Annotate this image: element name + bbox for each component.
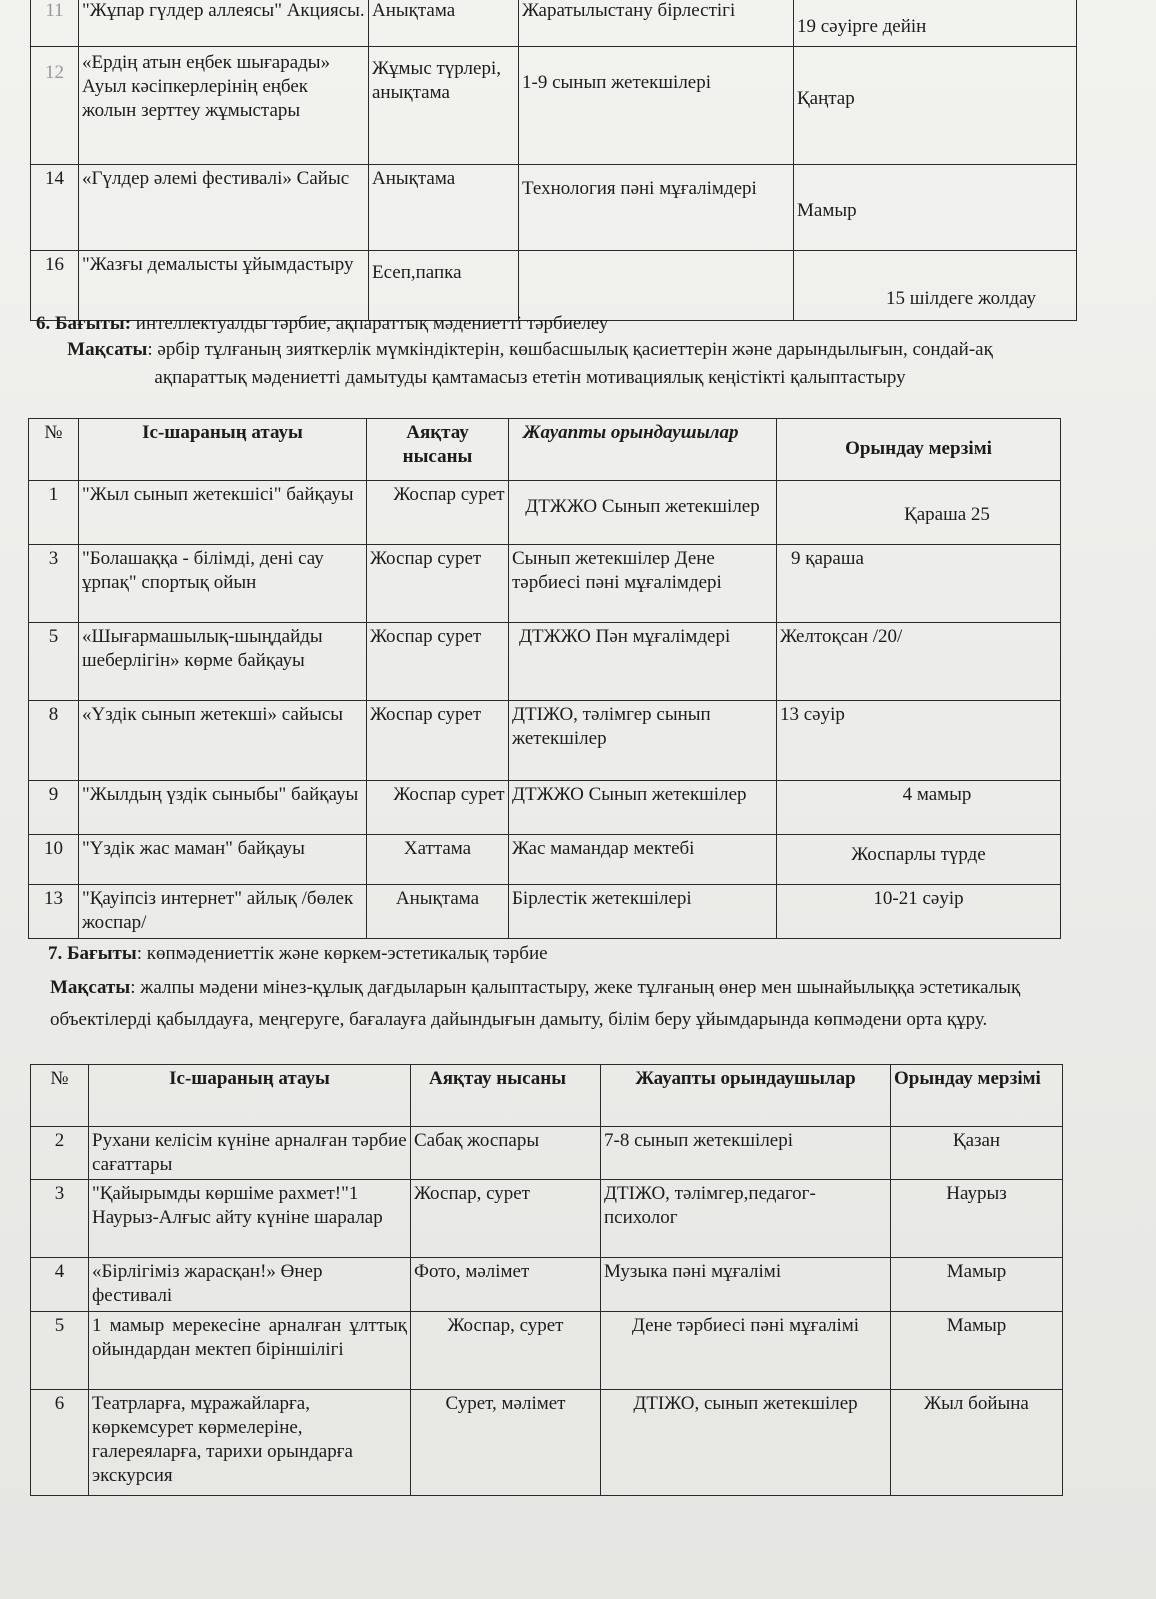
row-number: 8 [29, 701, 79, 781]
deadline: Желтоқсан /20/ [777, 623, 1061, 701]
header-responsible: Жауапты орындаушылар [509, 419, 777, 481]
deadline: 15 шілдеге жолдау [794, 251, 1077, 321]
header-number: № [29, 419, 79, 481]
responsible: Жас мамандар мектебі [509, 835, 777, 885]
section6-goal-label: Мақсаты [67, 339, 148, 360]
row-number: 3 [31, 1180, 89, 1258]
completion-form: Фото, мәлімет [411, 1258, 601, 1312]
row-number: 12 [31, 47, 79, 165]
completion-form: Жоспар сурет [367, 623, 509, 701]
event-name: «Үздік сынып жетекші» сайысы [79, 701, 367, 781]
table-row [29, 835, 1061, 885]
table-header-row [31, 1065, 1063, 1127]
event-name: "Үздік жас маман" байқауы [79, 835, 367, 885]
table-row [29, 885, 1061, 939]
completion-form: Хаттама [367, 835, 509, 885]
completion-form: Жоспар сурет [367, 545, 509, 623]
row-number: 4 [31, 1258, 89, 1312]
section7-goal-label: Мақсаты [50, 977, 131, 998]
row-number: 10 [29, 835, 79, 885]
responsible: 7-8 сынып жетекшілері [601, 1127, 891, 1180]
event-name: "Жұпар гүлдер аллеясы" Акциясы. [79, 0, 369, 47]
section6-heading-text: интеллектуалды тәрбие, ақпараттық мәдениетті тәрбиелеу [131, 313, 609, 334]
header-name: Іс-шараның атауы [89, 1065, 411, 1127]
deadline: Мамыр [891, 1312, 1063, 1390]
event-name: "Болашаққа - білімді, дені сау ұрпақ" спортық ойын [79, 545, 367, 623]
table-row [29, 701, 1061, 781]
event-name: «Шығармашылық-шыңдайды шеберлігін» көрме байқауы [79, 623, 367, 701]
table-row [29, 545, 1061, 623]
completion-form: Сурет, мәлімет [411, 1390, 601, 1496]
completion-form: Жұмыс түрлері, анықтама [369, 47, 519, 165]
section7-heading-label: 7. Бағыты [48, 943, 137, 964]
header-deadline: Орындау мерзімі [891, 1065, 1063, 1127]
header-deadline: Орындау мерзімі [777, 419, 1061, 481]
deadline: 9 қараша [777, 545, 1061, 623]
completion-form: Жоспар, сурет [411, 1180, 601, 1258]
row-number: 2 [31, 1127, 89, 1180]
row-number: 9 [29, 781, 79, 835]
deadline: 4 мамыр [777, 781, 1061, 835]
responsible: Сынып жетекшілер Дене тәрбиесі пәні мұғалімдері [509, 545, 777, 623]
row-number: 5 [29, 623, 79, 701]
section6-heading [36, 312, 1076, 336]
section7-goal [50, 972, 1050, 1036]
table-row [31, 1390, 1063, 1496]
completion-form: Анықтама [369, 165, 519, 251]
section7-goal-text: : жалпы мәдени мінез-құлық дағдыларын қалыптастыру, жеке тұлғаның өнер мен шынайылыққа эстетикалық объектілерді қабылдауға, меңгеруге, бағалауға дайындығын дамыту, білім беру ұйымдарында көпмәдени орта құру. [50, 977, 1021, 1030]
deadline: Қараша 25 [777, 481, 1061, 545]
header-name: Іс-шараның атауы [79, 419, 367, 481]
header-responsible: Жауапты орындаушылар [601, 1065, 891, 1127]
table-row [29, 481, 1061, 545]
row-number: 14 [31, 165, 79, 251]
responsible: ДТІЖО, тәлімгер,педагог-психолог [601, 1180, 891, 1258]
section7-heading [48, 942, 1058, 966]
table-row [31, 1258, 1063, 1312]
deadline: Жыл бойына [891, 1390, 1063, 1496]
completion-form: Жоспар сурет [367, 781, 509, 835]
table-row [31, 0, 1077, 47]
responsible: ДТІЖО, тәлімгер сынып жетекшілер [509, 701, 777, 781]
responsible: Бірлестік жетекшілері [509, 885, 777, 939]
completion-form: Анықтама [369, 0, 519, 47]
responsible: ДТЖЖО Пән мұғалімдері [509, 623, 777, 701]
table-row [29, 623, 1061, 701]
deadline: Мамыр [891, 1258, 1063, 1312]
completion-form: Жоспар сурет [367, 481, 509, 545]
table-section7 [30, 1064, 1063, 1496]
event-name: 1 мамыр мерекесіне арналған ұлттық ойындардан мектеп біріншілігі [89, 1312, 411, 1390]
table-row [29, 781, 1061, 835]
table-section5-tail [30, 0, 1077, 321]
deadline: 19 сәуірге дейін [794, 0, 1077, 47]
table-row [31, 1180, 1063, 1258]
table-section6 [28, 418, 1061, 939]
completion-form: Жоспар, сурет [411, 1312, 601, 1390]
header-form: Аяқтау нысаны [411, 1065, 601, 1127]
section6-heading-label: 6. Бағыты: [36, 313, 132, 334]
completion-form: Есеп,папка [369, 251, 519, 321]
deadline: Наурыз [891, 1180, 1063, 1258]
deadline: 10-21 сәуір [777, 885, 1061, 939]
header-number: № [31, 1065, 89, 1127]
row-number: 11 [31, 0, 79, 47]
table-row [31, 47, 1077, 165]
event-name: "Жыл сынып жетекшісі" байқауы [79, 481, 367, 545]
row-number: 5 [31, 1312, 89, 1390]
event-name: "Жазғы демалысты ұйымдастыру [79, 251, 369, 321]
event-name: "Жылдың үздік сыныбы" байқауы [79, 781, 367, 835]
row-number: 1 [29, 481, 79, 545]
table-row [31, 165, 1077, 251]
responsible: ДТЖЖО Сынып жетекшілер [509, 481, 777, 545]
responsible: Технология пәні мұғалімдері [519, 165, 794, 251]
event-name: Рухани келісім күніне арналған тәрбие сағаттары [89, 1127, 411, 1180]
responsible: ДТІЖО, сынып жетекшілер [601, 1390, 891, 1496]
event-name: «Бірлігіміз жарасқан!» Өнер фестивалі [89, 1258, 411, 1312]
event-name: "Қауіпсіз интернет" айлық /бөлек жоспар/ [79, 885, 367, 939]
completion-form: Анықтама [367, 885, 509, 939]
event-name: «Гүлдер әлемі фестивалі» Сайыс [79, 165, 369, 251]
table-header-row [29, 419, 1061, 481]
table-row [31, 251, 1077, 321]
table-row [31, 1312, 1063, 1390]
deadline: Қазан [891, 1127, 1063, 1180]
completion-form: Жоспар сурет [367, 701, 509, 781]
header-form: Аяқтау нысаны [367, 419, 509, 481]
section6-goal [60, 336, 1000, 392]
row-number: 3 [29, 545, 79, 623]
responsible: Жаратылыстану бірлестігі [519, 0, 794, 47]
event-name: "Қайырымды көршіме рахмет!"1 Наурыз-Алғыс айту күніне шаралар [89, 1180, 411, 1258]
responsible: Дене тәрбиесі пәні мұғалімі [601, 1312, 891, 1390]
row-number: 16 [31, 251, 79, 321]
responsible: Музыка пәні мұғалімі [601, 1258, 891, 1312]
deadline: Қаңтар [794, 47, 1077, 165]
section6-goal-text: : әрбір тұлғаның зияткерлік мүмкіндіктерін, көшбасшылық қасиеттерін және дарындылығын, сондай-ақ ақпараттық мәдениетті дамытуды қамтамасыз ететін мотивациялық кеңістікті қалыптастыру [147, 339, 993, 388]
deadline: Мамыр [794, 165, 1077, 251]
row-number: 6 [31, 1390, 89, 1496]
section7-heading-text: : көпмәдениеттік және көркем-эстетикалық тәрбие [136, 943, 548, 964]
responsible: ДТЖЖО Сынып жетекшілер [509, 781, 777, 835]
deadline: 13 сәуір [777, 701, 1061, 781]
table-row [31, 1127, 1063, 1180]
responsible [519, 251, 794, 321]
event-name: «Ердің атын еңбек шығарады» Ауыл кәсіпкерлерінің еңбек жолын зерттеу жұмыстары [79, 47, 369, 165]
event-name: Театрларға, мұражайларға, көркемсурет көрмелеріне, галереяларға, тарихи орындарға экскурсия [89, 1390, 411, 1496]
row-number: 13 [29, 885, 79, 939]
responsible: 1-9 сынып жетекшілері [519, 47, 794, 165]
completion-form: Сабақ жоспары [411, 1127, 601, 1180]
deadline: Жоспарлы түрде [777, 835, 1061, 885]
